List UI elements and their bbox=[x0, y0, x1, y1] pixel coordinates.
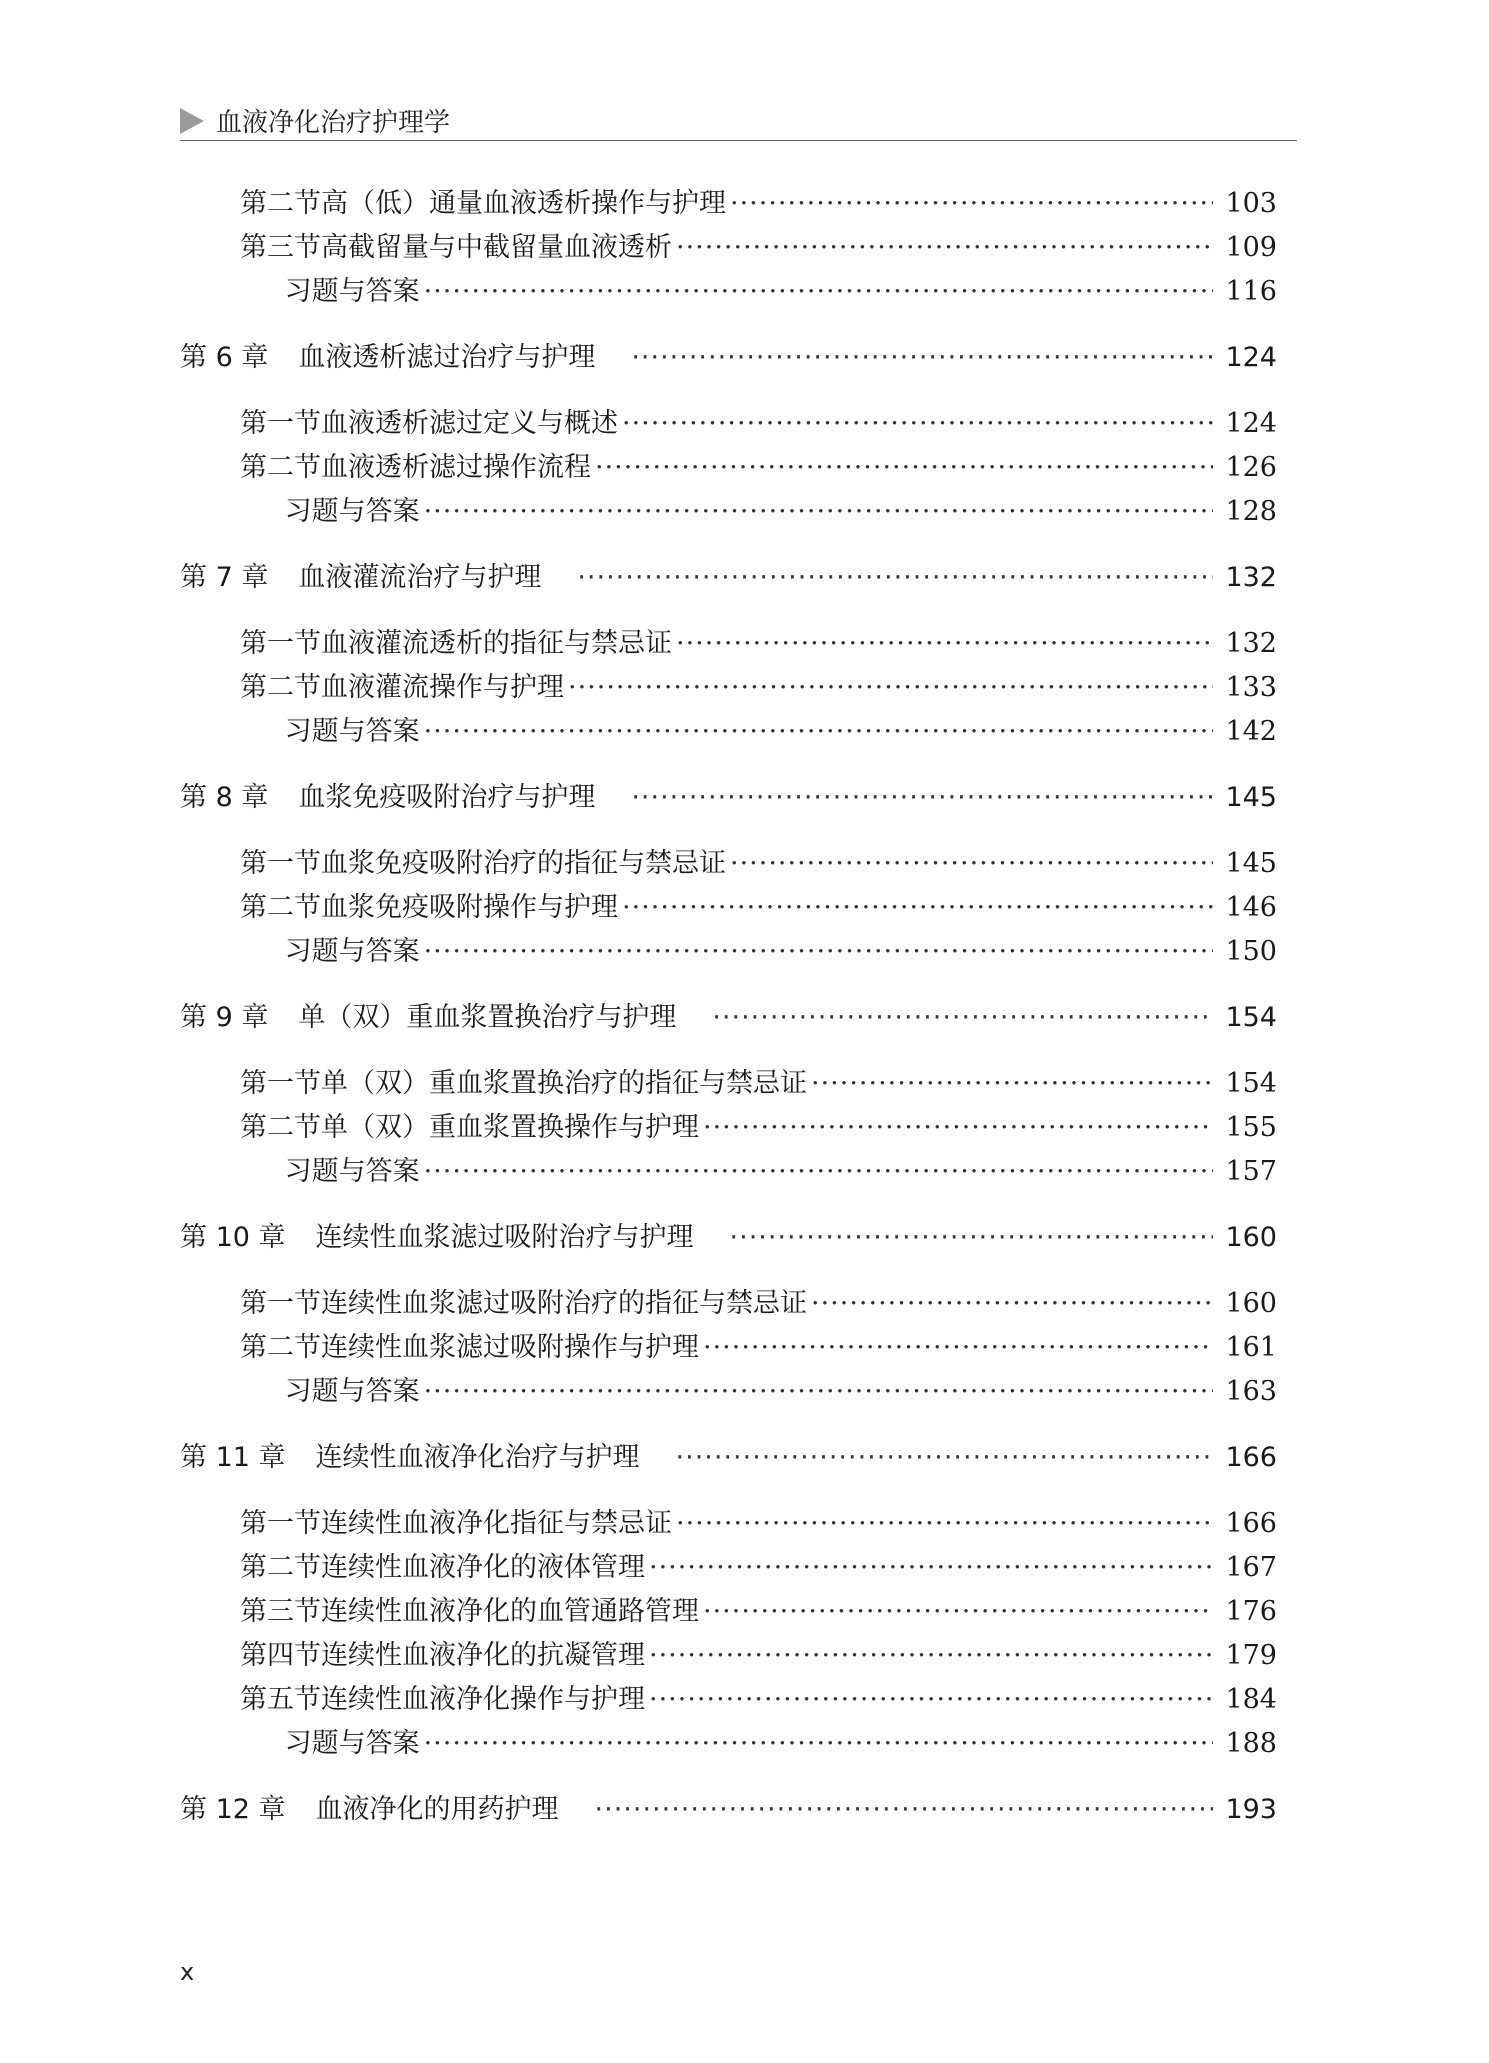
toc-entry-title: 血液灌流治疗与护理 bbox=[298, 562, 542, 593]
toc-entry-title: 单（双）重血浆置换治疗的指征与禁忌证 bbox=[321, 1068, 807, 1099]
dot-leader bbox=[424, 270, 1213, 314]
toc-entry-number: 第 9 章 bbox=[180, 1002, 269, 1033]
toc-entry-number: 第一节 bbox=[240, 848, 321, 879]
dot-leader bbox=[424, 710, 1213, 754]
toc-section-row[interactable] bbox=[180, 402, 1277, 446]
toc-entry-page: 146 bbox=[1225, 892, 1277, 923]
toc-entry-title: 连续性血浆滤过吸附治疗与护理 bbox=[315, 1222, 694, 1253]
toc-section-row[interactable] bbox=[180, 1062, 1277, 1106]
toc-exercise-row[interactable] bbox=[180, 710, 1277, 754]
dot-leader bbox=[631, 336, 1213, 380]
dot-leader bbox=[730, 842, 1213, 886]
toc-entry-page: 160 bbox=[1225, 1222, 1277, 1253]
toc-section-row[interactable] bbox=[180, 1546, 1277, 1590]
toc-entry-page: 116 bbox=[1225, 276, 1277, 307]
toc-chapter-row[interactable] bbox=[180, 996, 1277, 1040]
dot-leader bbox=[676, 1502, 1213, 1546]
toc-section-row[interactable] bbox=[180, 182, 1277, 226]
toc-entry-number: 第四节 bbox=[240, 1640, 321, 1671]
toc-entry-number: 第一节 bbox=[240, 1508, 321, 1539]
toc-entry-title: 血液透析滤过定义与概述 bbox=[321, 408, 618, 439]
dot-leader bbox=[811, 1062, 1213, 1106]
toc-entry-title: 高（低）通量血液透析操作与护理 bbox=[321, 188, 726, 219]
toc-entry-page: 109 bbox=[1225, 232, 1277, 263]
toc-entry-number: 第二节 bbox=[240, 1332, 321, 1363]
toc-entry-page: 193 bbox=[1225, 1794, 1277, 1825]
toc-entry-number: 第二节 bbox=[240, 1552, 321, 1583]
toc-entry-page: 128 bbox=[1225, 496, 1277, 527]
toc-entry-page: 145 bbox=[1225, 848, 1277, 879]
toc-exercise-row[interactable] bbox=[180, 1722, 1277, 1766]
toc-entry-number: 第 6 章 bbox=[180, 342, 269, 373]
toc-entry-title: 血浆免疫吸附治疗与护理 bbox=[298, 782, 596, 813]
toc-entry-title: 习题与答案 bbox=[284, 716, 420, 747]
toc-entry-page: 188 bbox=[1225, 1728, 1277, 1759]
toc-entry-title: 单（双）重血浆置换操作与护理 bbox=[321, 1112, 699, 1143]
dot-leader bbox=[622, 886, 1213, 930]
dot-leader bbox=[730, 1216, 1213, 1260]
toc-entry-page: 132 bbox=[1225, 628, 1277, 659]
toc-entry-title: 血液净化的用药护理 bbox=[315, 1794, 559, 1825]
dot-leader bbox=[649, 1634, 1213, 1678]
toc-entry-number: 第一节 bbox=[240, 628, 321, 659]
toc-entry-number: 第 12 章 bbox=[180, 1794, 286, 1825]
toc-entry-title: 连续性血浆滤过吸附治疗的指征与禁忌证 bbox=[321, 1288, 807, 1319]
toc-entry-page: 166 bbox=[1225, 1508, 1277, 1539]
toc-entry-page: 179 bbox=[1225, 1640, 1277, 1671]
toc-entry-title: 血液透析滤过治疗与护理 bbox=[298, 342, 596, 373]
toc-entry-title: 血液灌流透析的指征与禁忌证 bbox=[321, 628, 672, 659]
toc-section-row[interactable] bbox=[180, 842, 1277, 886]
toc-entry-title: 连续性血液净化指征与禁忌证 bbox=[321, 1508, 672, 1539]
toc-entry-page: 142 bbox=[1225, 716, 1277, 747]
toc-entry-page: 132 bbox=[1225, 562, 1277, 593]
toc-entry-title: 习题与答案 bbox=[284, 1376, 420, 1407]
toc-entry-page: 161 bbox=[1225, 1332, 1277, 1363]
toc-entry-number: 第二节 bbox=[240, 1112, 321, 1143]
toc-entry-title: 连续性血液净化治疗与护理 bbox=[315, 1442, 640, 1473]
toc-entry-page: 103 bbox=[1225, 188, 1277, 219]
toc-entry-number: 第一节 bbox=[240, 1288, 321, 1319]
dot-leader bbox=[568, 666, 1213, 710]
toc-entry-page: 145 bbox=[1225, 782, 1277, 813]
dot-leader bbox=[622, 402, 1213, 446]
toc-section-row[interactable] bbox=[180, 1326, 1277, 1370]
triangle-marker-icon bbox=[180, 108, 204, 134]
toc-entry-page: 150 bbox=[1225, 936, 1277, 967]
toc-exercise-row[interactable] bbox=[180, 490, 1277, 534]
dot-leader bbox=[703, 1326, 1213, 1370]
toc-chapter-row[interactable] bbox=[180, 1216, 1277, 1260]
toc-section-row[interactable] bbox=[180, 622, 1277, 666]
toc-entry-number: 第 7 章 bbox=[180, 562, 269, 593]
toc-entry-number: 第 8 章 bbox=[180, 782, 269, 813]
dot-leader bbox=[424, 1370, 1213, 1414]
toc-section-row[interactable] bbox=[180, 666, 1277, 710]
toc-entry-page: 124 bbox=[1225, 408, 1277, 439]
dot-leader bbox=[424, 1150, 1213, 1194]
dot-leader bbox=[676, 622, 1213, 666]
dot-leader bbox=[811, 1282, 1213, 1326]
toc-entry-number: 第三节 bbox=[240, 232, 321, 263]
toc-entry-page: 184 bbox=[1225, 1684, 1277, 1715]
toc-entry-number: 第 11 章 bbox=[180, 1442, 286, 1473]
toc-entry-page: 167 bbox=[1225, 1552, 1277, 1583]
toc-entry-title: 习题与答案 bbox=[284, 936, 420, 967]
toc-section-row[interactable] bbox=[180, 886, 1277, 930]
toc-section-row[interactable] bbox=[180, 1502, 1277, 1546]
toc-entry-page: 154 bbox=[1225, 1002, 1277, 1033]
dot-leader bbox=[676, 226, 1213, 270]
dot-leader bbox=[703, 1590, 1213, 1634]
toc-section-row[interactable] bbox=[180, 1106, 1277, 1150]
toc-entry-title: 单（双）重血浆置换治疗与护理 bbox=[298, 1002, 677, 1033]
toc-section-row[interactable] bbox=[180, 226, 1277, 270]
dot-leader bbox=[712, 996, 1213, 1040]
toc-entry-title: 血浆免疫吸附治疗的指征与禁忌证 bbox=[321, 848, 726, 879]
toc-entry-number: 第一节 bbox=[240, 1068, 321, 1099]
toc-entry-page: 163 bbox=[1225, 1376, 1277, 1407]
toc-entry-title: 习题与答案 bbox=[284, 276, 420, 307]
toc-entry-page: 166 bbox=[1225, 1442, 1277, 1473]
toc-entry-number: 第 10 章 bbox=[180, 1222, 286, 1253]
toc-section-row[interactable] bbox=[180, 1634, 1277, 1678]
toc-exercise-row[interactable] bbox=[180, 930, 1277, 974]
toc-chapter-row[interactable] bbox=[180, 556, 1277, 600]
toc-exercise-row[interactable] bbox=[180, 1150, 1277, 1194]
table-of-contents bbox=[180, 182, 1277, 1854]
toc-entry-title: 血液灌流操作与护理 bbox=[321, 672, 564, 703]
toc-section-row[interactable] bbox=[180, 1678, 1277, 1722]
running-header bbox=[180, 100, 1297, 141]
dot-leader bbox=[424, 1722, 1213, 1766]
toc-entry-title: 高截留量与中截留量血液透析 bbox=[321, 232, 672, 263]
toc-entry-page: 124 bbox=[1225, 342, 1277, 373]
toc-entry-page: 160 bbox=[1225, 1288, 1277, 1319]
dot-leader bbox=[730, 182, 1213, 226]
toc-entry-number: 第二节 bbox=[240, 452, 321, 483]
dot-leader bbox=[424, 930, 1213, 974]
toc-entry-number: 第二节 bbox=[240, 892, 321, 923]
dot-leader bbox=[595, 1788, 1213, 1832]
toc-entry-page: 155 bbox=[1225, 1112, 1277, 1143]
toc-entry-page: 176 bbox=[1225, 1596, 1277, 1627]
dot-leader bbox=[649, 1546, 1213, 1590]
toc-entry-number: 第二节 bbox=[240, 188, 321, 219]
toc-entry-number: 第一节 bbox=[240, 408, 321, 439]
dot-leader bbox=[577, 556, 1213, 600]
toc-chapter-row[interactable] bbox=[180, 336, 1277, 380]
toc-exercise-row[interactable] bbox=[180, 1370, 1277, 1414]
toc-entry-title: 血液透析滤过操作流程 bbox=[321, 452, 591, 483]
toc-chapter-row[interactable] bbox=[180, 1788, 1277, 1832]
toc-entry-title: 连续性血液净化的抗凝管理 bbox=[321, 1640, 645, 1671]
toc-entry-number: 第三节 bbox=[240, 1596, 321, 1627]
book-title: 血液净化治疗护理学 bbox=[216, 108, 451, 138]
toc-entry-title: 血浆免疫吸附操作与护理 bbox=[321, 892, 618, 923]
toc-entry-title: 习题与答案 bbox=[284, 1728, 420, 1759]
toc-entry-title: 习题与答案 bbox=[284, 1156, 420, 1187]
toc-entry-title: 连续性血液净化的液体管理 bbox=[321, 1552, 645, 1583]
toc-entry-page: 133 bbox=[1225, 672, 1277, 703]
toc-chapter-row[interactable] bbox=[180, 776, 1277, 820]
toc-entry-title: 习题与答案 bbox=[284, 496, 420, 527]
toc-section-row[interactable] bbox=[180, 1590, 1277, 1634]
toc-entry-number: 第五节 bbox=[240, 1684, 321, 1715]
toc-section-row[interactable] bbox=[180, 1282, 1277, 1326]
dot-leader bbox=[631, 776, 1213, 820]
toc-entry-title: 连续性血液净化的血管通路管理 bbox=[321, 1596, 699, 1627]
toc-chapter-row[interactable] bbox=[180, 1436, 1277, 1480]
dot-leader bbox=[676, 1436, 1213, 1480]
page-number: x bbox=[180, 1958, 195, 1986]
toc-entry-title: 连续性血浆滤过吸附操作与护理 bbox=[321, 1332, 699, 1363]
dot-leader bbox=[424, 490, 1213, 534]
toc-entry-title: 连续性血液净化操作与护理 bbox=[321, 1684, 645, 1715]
toc-entry-page: 154 bbox=[1225, 1068, 1277, 1099]
dot-leader bbox=[595, 446, 1213, 490]
toc-section-row[interactable] bbox=[180, 446, 1277, 490]
dot-leader bbox=[649, 1678, 1213, 1722]
toc-entry-page: 126 bbox=[1225, 452, 1277, 483]
toc-entry-number: 第二节 bbox=[240, 672, 321, 703]
toc-entry-page: 157 bbox=[1225, 1156, 1277, 1187]
dot-leader bbox=[703, 1106, 1213, 1150]
toc-exercise-row[interactable] bbox=[180, 270, 1277, 314]
